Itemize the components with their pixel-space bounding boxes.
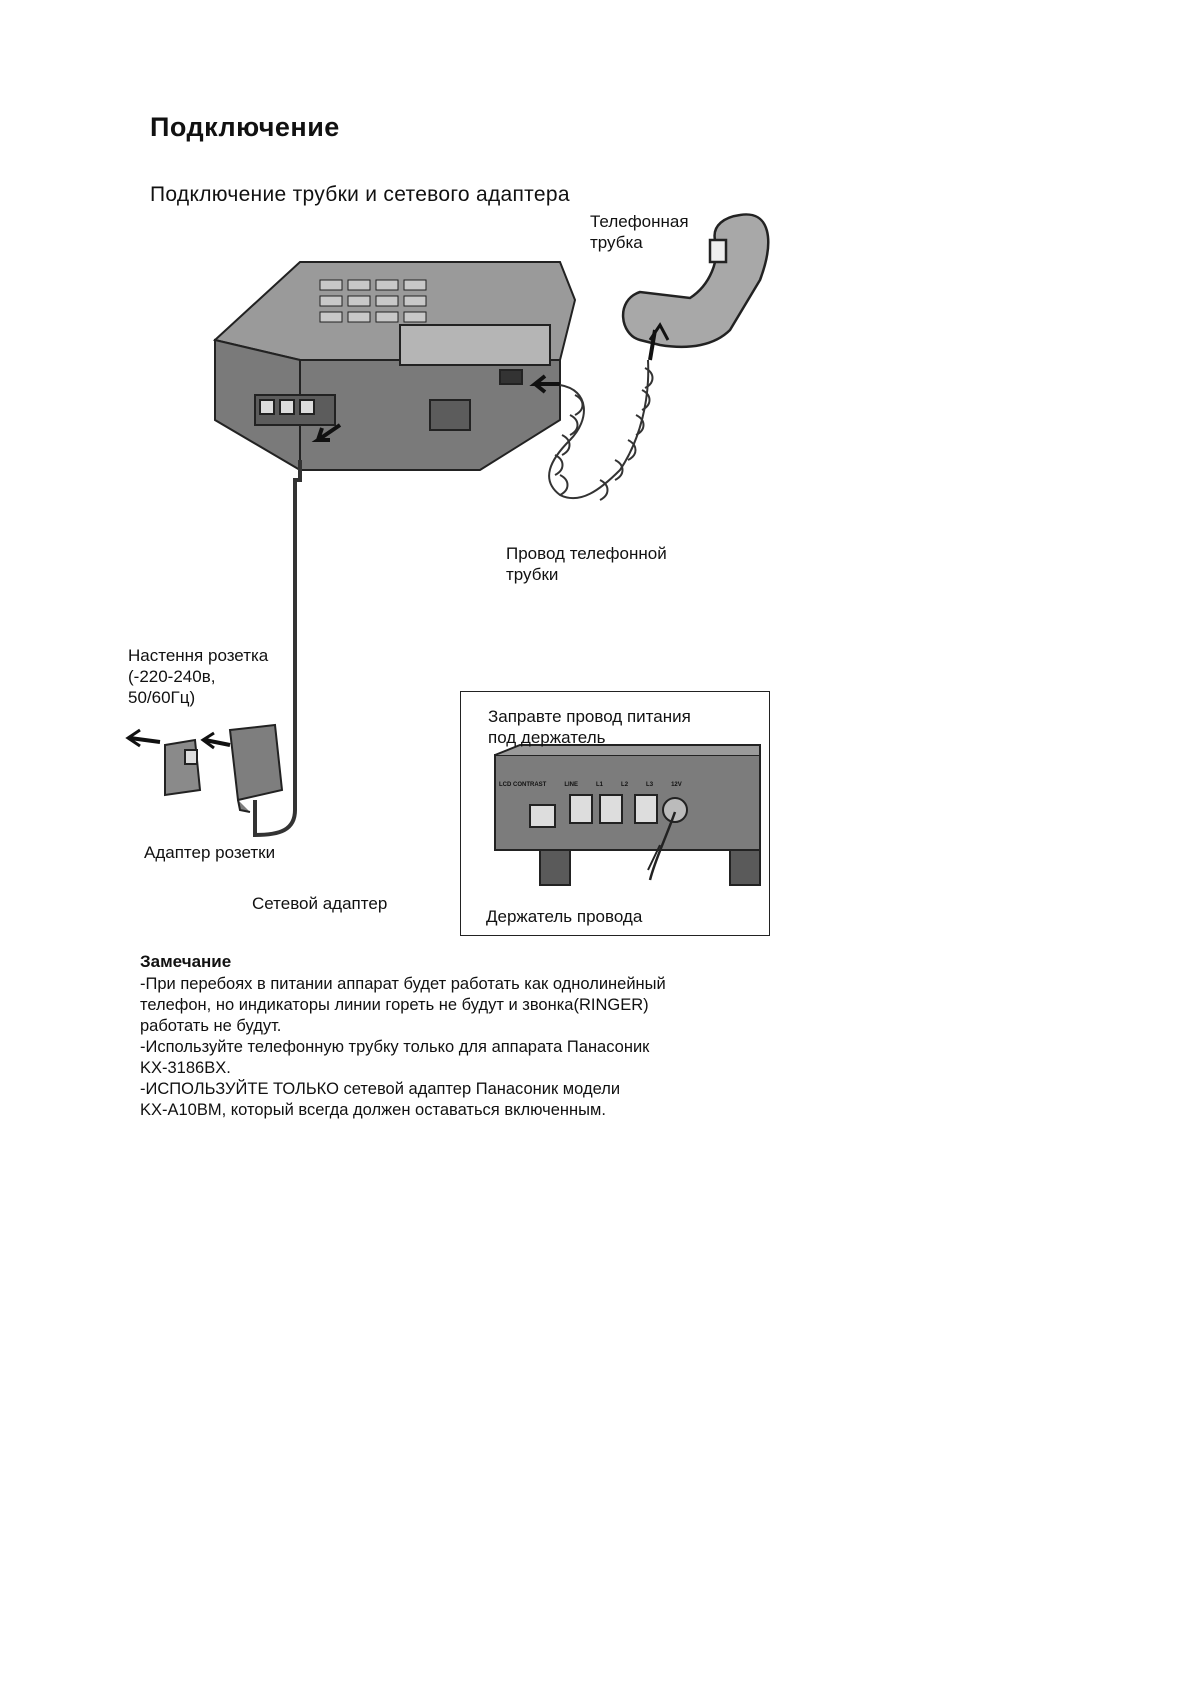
- cord-holder-label: Держатель провода: [486, 907, 643, 926]
- note-list: [140, 974, 820, 1121]
- note-title: Замечание: [140, 952, 232, 971]
- plug-adapter: [165, 740, 200, 795]
- panel-label: 12V: [671, 782, 682, 788]
- inset-panel-labels: [499, 782, 682, 788]
- telephone-base: [215, 262, 575, 470]
- handset-label: Телефонная трубка: [590, 212, 689, 252]
- panel-label: L2: [621, 782, 629, 788]
- panel-label: L1: [596, 782, 604, 788]
- note-item: -Используйте телефонную трубку только для аппарата Панасоник KX-3186BX.: [140, 1038, 650, 1077]
- ac-adapter: [230, 725, 282, 812]
- section-subtitle: Подключение трубки и сетевого адаптера: [150, 183, 570, 206]
- page-title: Подключение: [150, 112, 340, 142]
- note-item: -ИСПОЛЬЗУЙТЕ ТОЛЬКО сетевой адаптер Панасоник модели KX-A10BM, который всегда должен оставаться включенным.: [140, 1080, 621, 1119]
- ac-adapter-label: Сетевой адаптер: [252, 894, 388, 913]
- plug-adapter-label: Адаптер розетки: [144, 843, 276, 862]
- panel-label: LINE: [564, 782, 579, 788]
- wall-outlet-label: Настення розетка (-220-240в, 50/60Гц): [128, 646, 269, 707]
- note-item: -При перебоях в питании аппарат будет работать как однолинейный телефон, но индикаторы линии гореть не будут и звонка(RINGER) работать не будут.: [140, 975, 666, 1035]
- handset-cord-label: Провод телефонной трубки: [506, 544, 667, 584]
- inset-instruction: Заправте провод питания под держатель: [488, 707, 691, 747]
- panel-label: L3: [646, 782, 654, 788]
- handset-cord: [549, 360, 652, 500]
- panel-label: LCD CONTRAST: [499, 782, 547, 788]
